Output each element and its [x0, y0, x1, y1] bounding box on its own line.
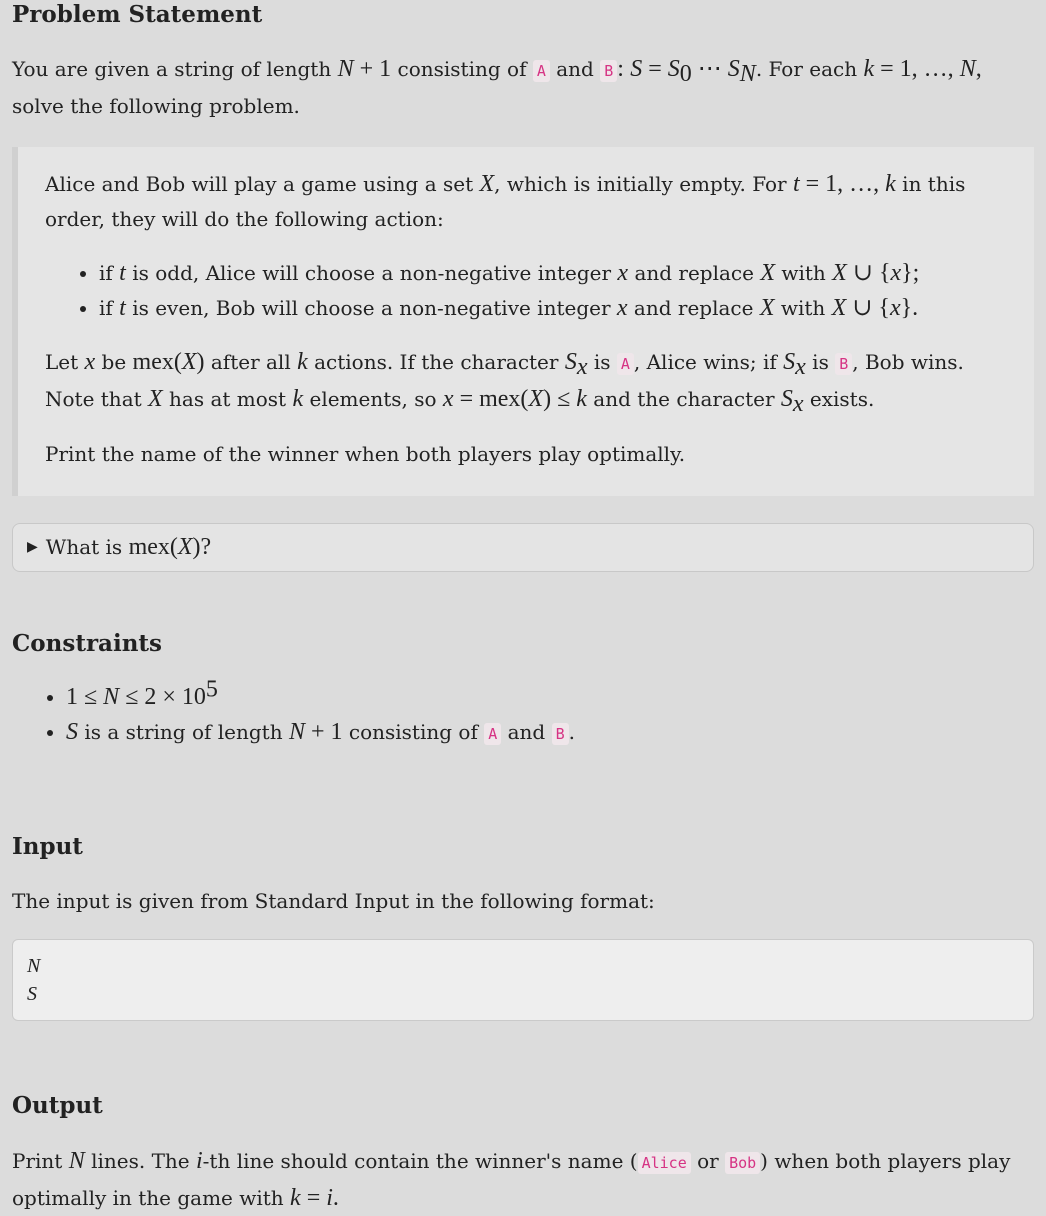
intro-text: and: [556, 57, 594, 81]
code-bob: Bob: [725, 1152, 760, 1174]
output-heading: Output: [12, 1092, 103, 1119]
intro-text: consisting of: [397, 57, 527, 81]
triangle-right-icon: ▶: [27, 539, 38, 555]
code-char-a: A: [533, 60, 550, 82]
constraint-string: • S is a string of length N + 1 consisting of A and B .: [66, 715, 1034, 752]
code-char-a: A: [484, 723, 501, 745]
code-char-b: B: [552, 723, 569, 745]
intro-text: . For each: [755, 57, 858, 81]
win-condition: Let x be mex(X) after all k actions. If the character $S_x$ is A , Alice wins; if $S_x$ is B , Bob wins. Note that X has at most k elements, so x = mex(X) ≤ k and the character $S_x$ exists.: [45, 349, 964, 417]
code-char-a: A: [617, 353, 634, 375]
section-problem-statement: [12, 0, 1034, 30]
rules-list: [45, 256, 1008, 326]
input-format-line: S: [27, 983, 37, 1005]
input-format-line: N: [27, 955, 41, 977]
intro-text: solve the following problem.: [12, 94, 300, 118]
output-description: Print N lines. The i-th line should contain the winner's name ( Alice or Bob ) when both players play optimally in the game with k = i.: [12, 1148, 1011, 1211]
code-char-b: B: [600, 60, 617, 82]
mex-details-toggle[interactable]: ▶ What is mex( X )?: [12, 523, 1034, 572]
intro-text: You are given a string of length: [12, 57, 332, 81]
rule-odd: • if t is odd, Alice will choose a non-negative integer x and replace X with X ∪ {x};: [99, 256, 1008, 291]
constraints-list: [12, 676, 1034, 752]
print-winner: Print the name of the winner when both players play optimally.: [45, 442, 686, 466]
game-description-blockquote: [12, 147, 1034, 496]
problem-intro: You are given a string of length N + 1 consisting of A and B : $S = S_0$ ⋯ $S_N$. For each k = 1, …, N, solve the following problem.: [12, 56, 982, 118]
input-description: The input is given from Standard Input in the following format:: [12, 889, 655, 913]
input-format-block: [12, 939, 1034, 1021]
code-alice: Alice: [638, 1152, 691, 1174]
problem-statement-heading: Problem Statement: [12, 1, 263, 28]
code-char-b: B: [835, 353, 852, 375]
rule-even: • if t is even, Bob will choose a non-negative integer x and replace X with X ∪ {x}.: [99, 291, 1008, 326]
game-intro: Alice and Bob will play a game using a set X, which is initially empty. For t = 1, …, k in this order, they will do the following action:: [45, 171, 966, 231]
details-summary-label: What is: [45, 535, 123, 559]
constraints-heading: Constraints: [12, 630, 162, 657]
input-heading: Input: [12, 833, 83, 860]
constraint-n-range: • $1 \le N \le 2 \times 10^5$: [66, 680, 1034, 715]
